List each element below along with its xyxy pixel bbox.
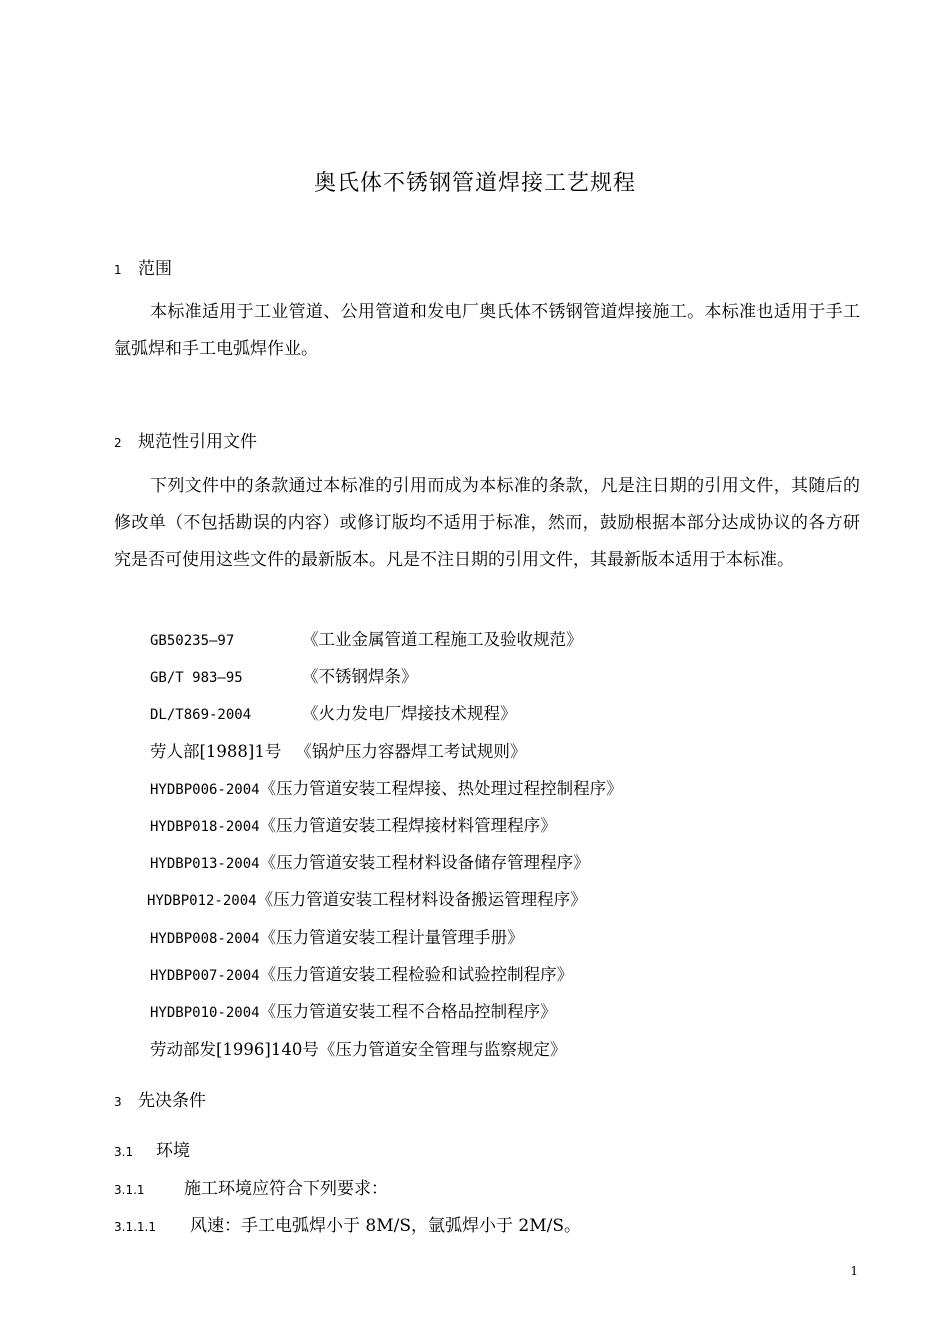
document-title: 奥氏体不锈钢管道焊接工艺规程 (313, 171, 636, 196)
reference-name: 《火力发电厂焊接技术规程》 (302, 704, 517, 723)
reference-item (150, 961, 573, 985)
reference-item (150, 663, 418, 687)
section-3-heading (114, 1086, 206, 1111)
section-number: 3 (114, 1095, 122, 1109)
reference-item (150, 1036, 566, 1060)
section-1-body: 本标准适用于工业管道、公用管道和发电厂奥氏体不锈钢管道焊接施工。本标准也适用于手工氩弧焊和手工电弧焊作业。 (114, 302, 860, 359)
subsection-text: 施工环境应符合下列要求： (184, 1179, 388, 1199)
reference-item (150, 812, 557, 836)
subsection-text: 环境 (156, 1141, 190, 1161)
reference-code: 劳人部[1988]1号 (150, 742, 282, 761)
section-title: 先决条件 (138, 1091, 206, 1111)
section-2-heading (114, 427, 257, 452)
reference-name: 《压力管道安装工程计量管理手册》 (259, 928, 524, 947)
reference-name: 《压力管道安装工程焊接材料管理程序》 (259, 816, 557, 835)
reference-code: DL/T869-2004 (150, 707, 252, 723)
subsection-number: 3.1.1.1 (114, 1220, 156, 1234)
subsection-3-1-1-1 (114, 1211, 581, 1236)
reference-name: 《压力管道安装工程材料设备储存管理程序》 (259, 853, 590, 872)
section-1-heading (114, 254, 172, 279)
reference-name: 《不锈钢焊条》 (302, 667, 418, 686)
reference-item (150, 738, 526, 762)
page-number: 1 (850, 1264, 858, 1278)
reference-code: HYDBP012-2004 (147, 893, 257, 909)
reference-name: 《工业金属管道工程施工及验收规范》 (302, 630, 583, 649)
reference-code: HYDBP018-2004 (150, 819, 260, 835)
subsection-3-1 (114, 1136, 190, 1161)
reference-item (150, 998, 557, 1022)
subsection-text: 风速：手工电弧焊小于 8M/S，氩弧焊小于 2M/S。 (190, 1216, 581, 1236)
section-title: 规范性引用文件 (138, 432, 257, 452)
reference-code: GB/T 983—95 (150, 670, 243, 686)
reference-name: 《压力管道安装工程焊接、热处理过程控制程序》 (259, 779, 623, 798)
section-number: 2 (114, 436, 122, 450)
reference-code: HYDBP010-2004 (150, 1005, 260, 1021)
reference-name: 《压力管道安装工程不合格品控制程序》 (259, 1002, 557, 1021)
reference-code: HYDBP007-2004 (150, 968, 260, 984)
reference-item (150, 700, 517, 724)
reference-item (150, 849, 590, 873)
reference-item (150, 626, 583, 650)
reference-item (147, 886, 587, 910)
reference-item (150, 924, 524, 948)
section-number: 1 (114, 263, 122, 277)
subsection-number: 3.1 (114, 1145, 134, 1159)
reference-code: GB50235—97 (150, 633, 235, 649)
reference-code: HYDBP008-2004 (150, 931, 260, 947)
reference-name: 《压力管道安全管理与监察规定》 (318, 1040, 567, 1059)
reference-name: 《压力管道安装工程材料设备搬运管理程序》 (256, 890, 587, 909)
reference-code: HYDBP013-2004 (150, 856, 260, 872)
reference-name: 《锅炉压力容器焊工考试规则》 (295, 742, 527, 761)
subsection-3-1-1 (114, 1174, 388, 1199)
reference-item (150, 775, 623, 799)
subsection-number: 3.1.1 (114, 1183, 145, 1197)
reference-code: HYDBP006-2004 (150, 782, 260, 798)
section-title: 范围 (138, 259, 172, 279)
section-2-body: 下列文件中的条款通过本标准的引用而成为本标准的条款，凡是注日期的引用文件，其随后的修改单（不包括勘误的内容）或修订版均不适用于标准，然而，鼓励根据本部分达成协议的各方研究是否可使用这些文件的最新版本。凡是不注日期的引用文件，其最新版本适用于本标准。 (114, 476, 860, 570)
reference-name: 《压力管道安装工程检验和试验控制程序》 (259, 965, 574, 984)
reference-code: 劳动部发[1996]140号 (150, 1040, 319, 1059)
